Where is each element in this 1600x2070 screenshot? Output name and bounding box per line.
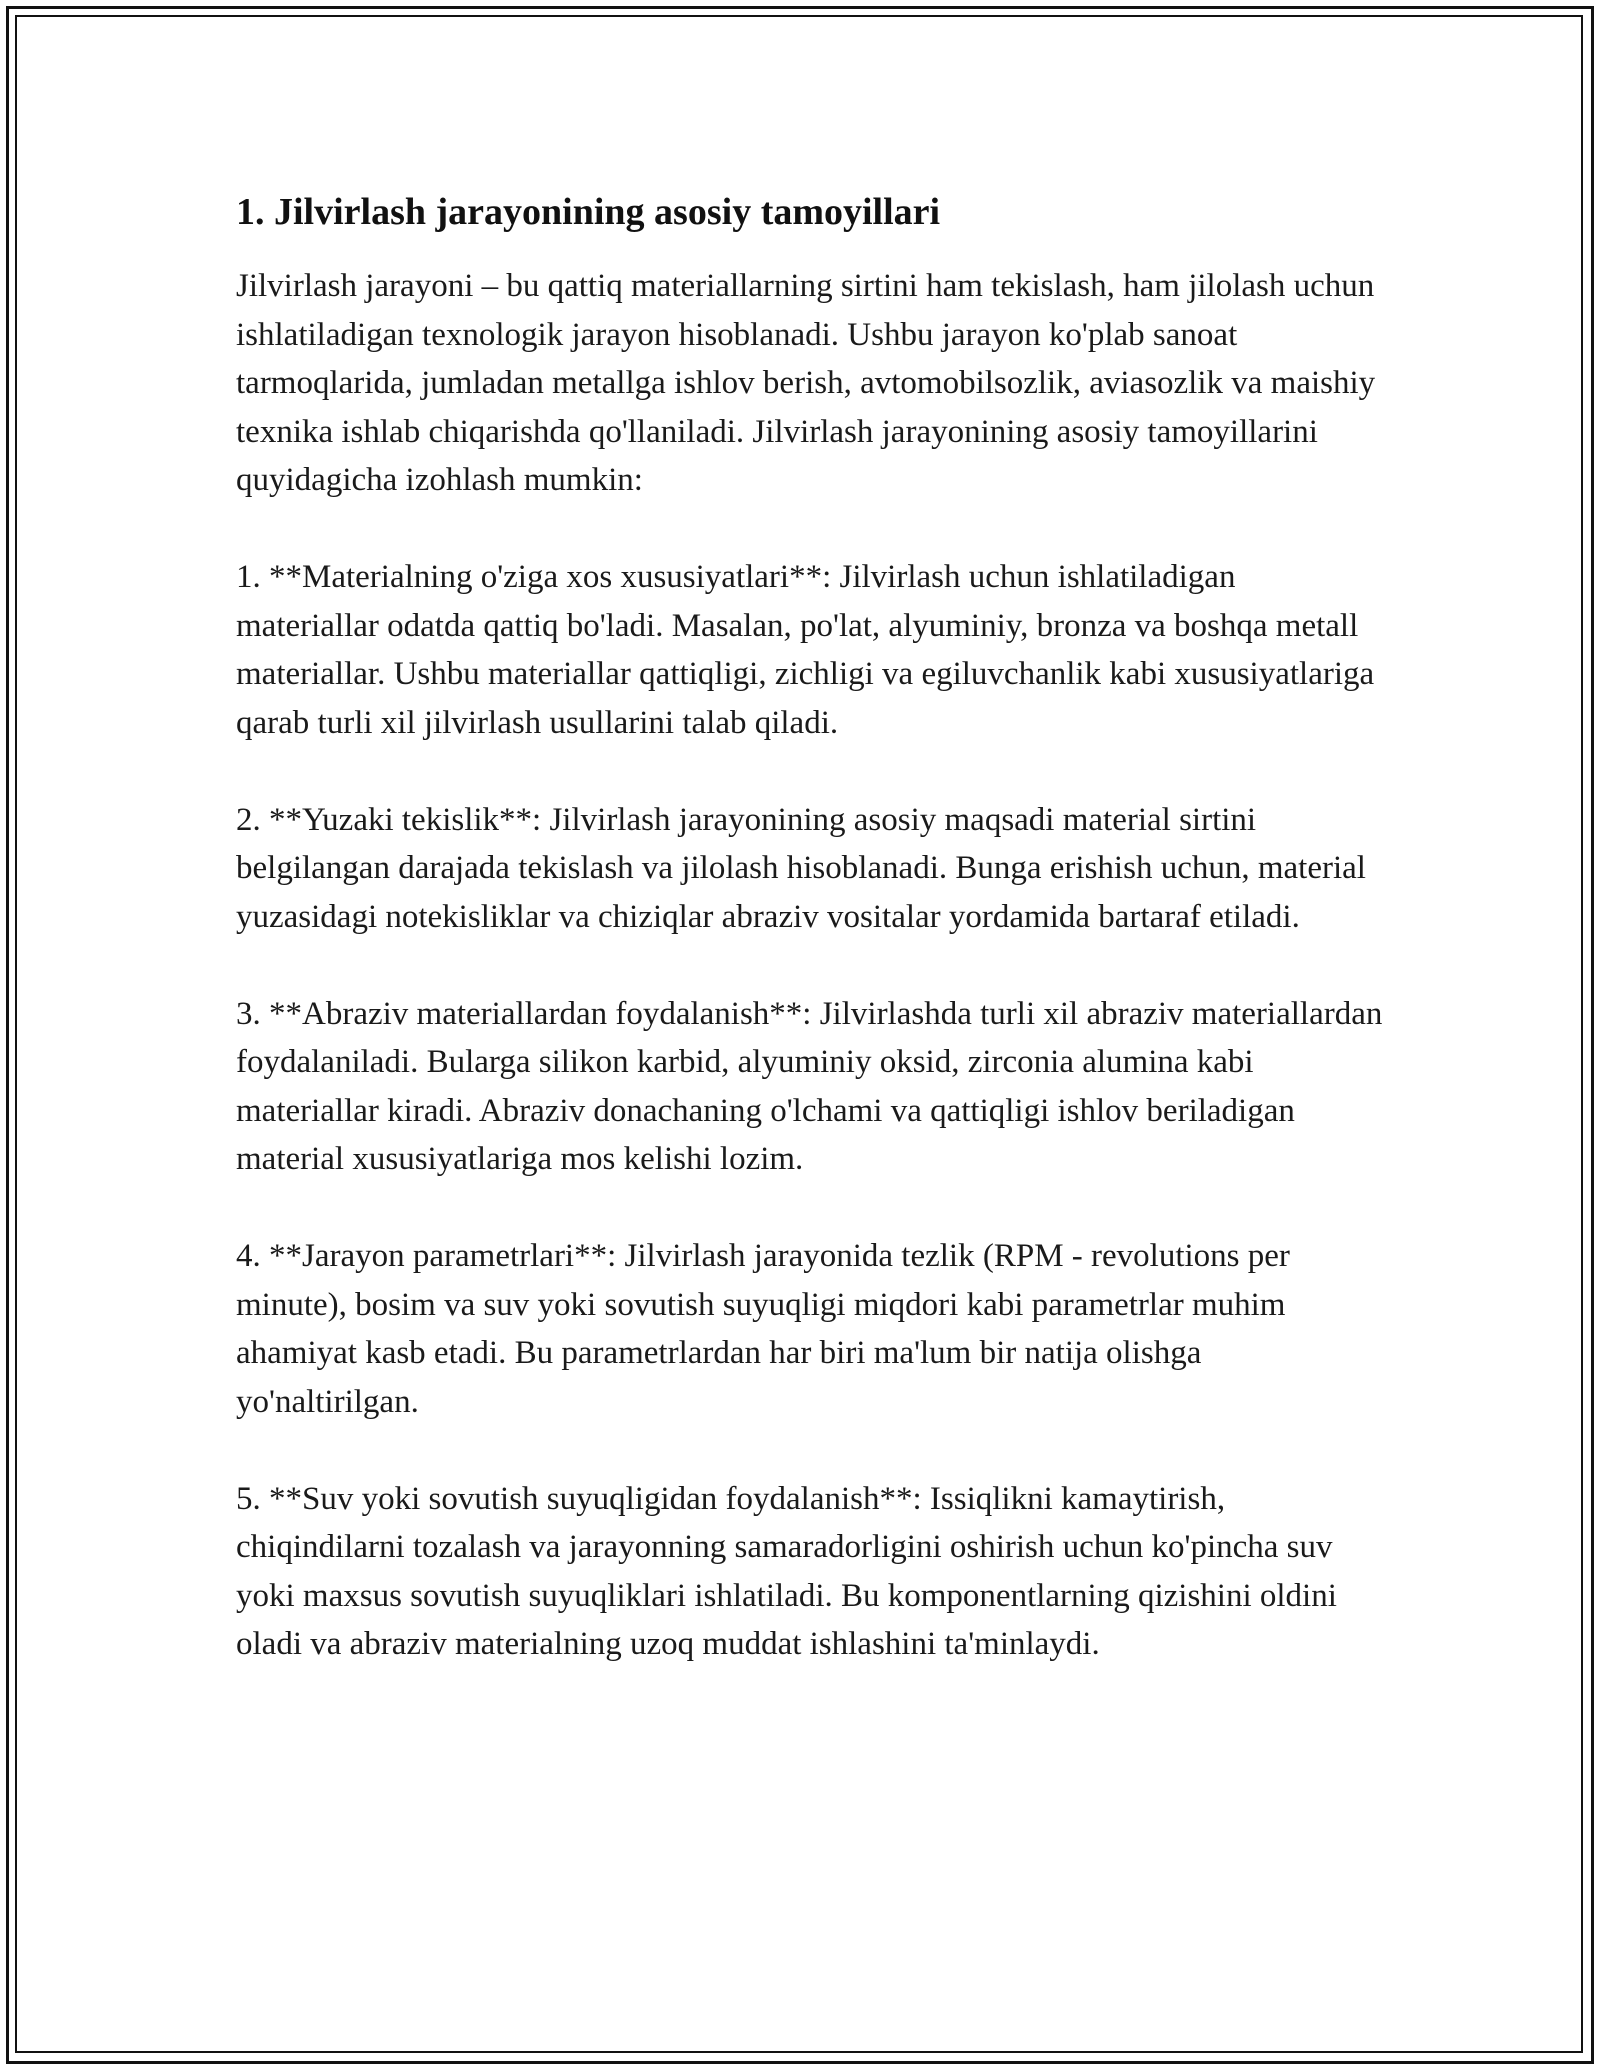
section-heading: 1. Jilvirlash jarayonining asosiy tamoyillari — [236, 191, 941, 233]
intro-paragraph: Jilvirlash jarayoni – bu qattiq materiallarning sirtini ham tekislash, ham jilolash uchun ishlatiladigan texnologik jarayon hisoblanadi. Ushbu jarayon ko'plab sanoat tarmoqlarida, jumladan metallga ishlov berish, avtomobilsozlik, aviasozlik va maishiy texnika ishlab chiqarishda qo'llaniladi. Jilvirlash jarayonining asosiy tamoyillarini quyidagicha izohlash mumkin: — [236, 268, 1376, 498]
list-item-4: 4. **Jarayon parametrlari**: Jilvirlash jarayonida tezlik (RPM - revolutions per minute), bosim va suv yoki sovutish suyuqligi miqdori kabi parametrlar muhim ahamiyat kasb etadi. Bu parametrlardan har biri ma'lum bir natija olishga yo'naltirilgan. — [236, 1238, 1290, 1420]
list-item-3: 3. **Abraziv materiallardan foydalanish**: Jilvirlashda turli xil abraziv materiallardan foydalaniladi. Bularga silikon karbid, alyuminiy oksid, zirconia alumina kabi materiallar kiradi. Abraziv donachaning o'lchami va qattiqligi ishlov beriladigan material xususiyatlariga mos kelishi lozim. — [236, 995, 1383, 1177]
list-item-5: 5. **Suv yoki sovutish suyuqligidan foydalanish**: Issiqlikni kamaytirish, chiqindilarni tozalash va jarayonning samaradorligini oshirish uchun ko'pincha suv yoki maxsus sovutish suyuqliklari ishlatiladi. Bu komponentlarning qizishini oldini oladi va abraziv materialning uzoq muddat ishlashini ta'minlaydi. — [236, 1480, 1337, 1662]
list-item-2: 2. **Yuzaki tekislik**: Jilvirlash jarayonining asosiy maqsadi material sirtini belgilangan darajada tekislash va jilolash hisoblanadi. Bunga erishish uchun, material yuzasidagi notekisliklar va chiziqlar abraziv vositalar yordamida bartaraf etiladi. — [236, 801, 1366, 935]
document-body — [236, 188, 1386, 1669]
list-item-1: 1. **Materialning o'ziga xos xususiyatlari**: Jilvirlash uchun ishlatiladigan materiallar odatda qattiq bo'ladi. Masalan, po'lat, alyuminiy, bronza va boshqa metall materiallar. Ushbu materiallar qattiqligi, zichligi va egiluvchanlik kabi xususiyatlariga qarab turli xil jilvirlash usullarini talab qiladi. — [236, 559, 1375, 741]
